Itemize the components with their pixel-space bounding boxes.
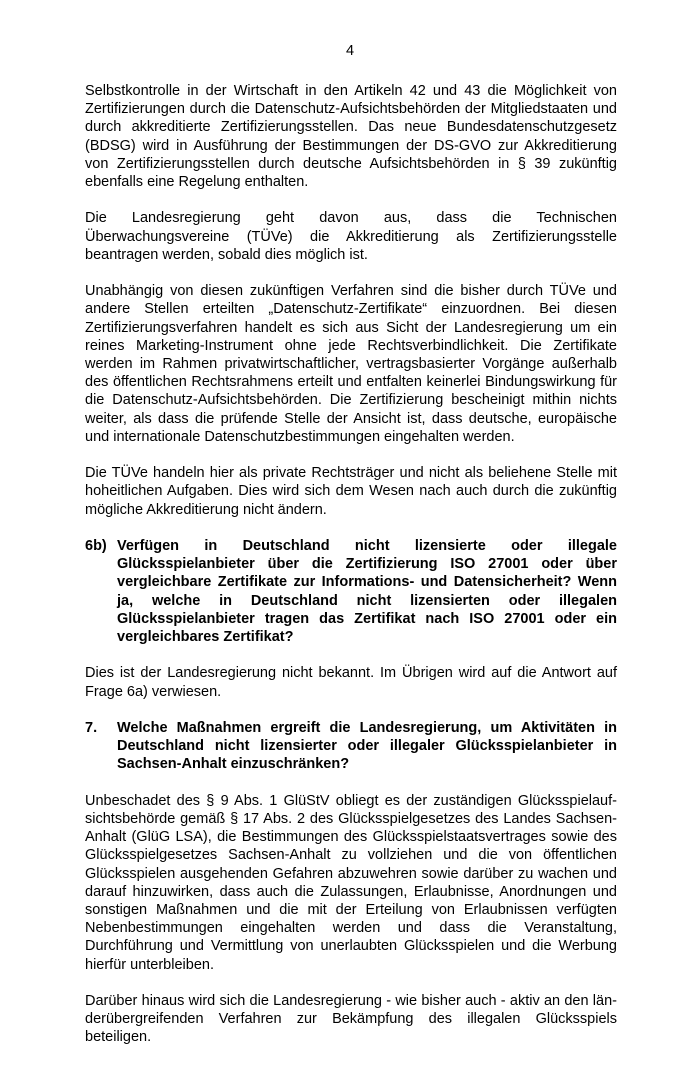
question-number: 6b) <box>85 538 107 555</box>
paragraph-existing-certificates: Unabhängig von diesen zukünftigen Verfahren sind die bisher durch TÜVe und andere Stellen erteilten „Datenschutz-Zertifikate“ einzuordnen. Bei diesen Zertifizierungsverfahren handelt es sich aus Sicht der Landesregierung um ein reines Marketing-Instrument ohne jede Rechtsverbindlichkeit. Die Zertifikate werden im Rahmen privatwirtschaftlicher, vertragsbasierter Vorgänge außerhalb des öffentlichen Rechtsrahmens erteilt und entfalten keinerlei Bindungswirkung für die Datenschutz-Aufsichtsbehörden. Die Zertifizierung bescheinigt mithin nichts weiter, als dass die prüfende Stelle der Ansicht ist, dass deutsche, europäische und internationale Datenschutzbestimmungen eingehalten werden. <box>85 283 617 445</box>
question-7 <box>85 719 617 774</box>
document-body <box>85 82 617 1065</box>
question-text: Verfügen in Deutschland nicht lizensierte oder illegale Glücksspielanbieter über die Zertifizierung ISO 27001 oder über vergleichbare Zertifikate zur Informations- und Datensicherheit? Wenn ja, welche in Deutschland nicht lizensierten oder illegalen Glücksspielanbieter tragen das Zertifikat nach ISO 27001 oder ein vergleichbares Zertifikat? <box>117 538 617 646</box>
answer-6b: Dies ist der Landesregierung nicht bekannt. Im Übrigen wird auf die Antwort auf Frage 6a) verwiesen. <box>85 665 617 700</box>
question-6b <box>85 537 617 646</box>
page-number: 4 <box>345 43 355 59</box>
paragraph-tuev-private-role: Die TÜVe handeln hier als private Rechtsträger und nicht als beliehene Stelle mit hoheitlichen Aufgaben. Dies wird sich dem Wesen nach auch durch die zukünftig mögliche Akkreditierung nicht ändern. <box>85 465 617 518</box>
question-text: Welche Maßnahmen ergreift die Landesregierung, um Aktivitäten in Deutschland nicht lizensierter oder illegaler Glücksspielanbieter in Sachsen-Anhalt einzuschränken? <box>117 720 617 773</box>
paragraph-certification-law: Selbstkontrolle in der Wirtschaft in den Artikeln 42 und 43 die Möglichkeit von Zertifizierungen durch die Datenschutz-Aufsichtsbehörden der Mitgliedstaaten und durch akkreditierte Zertifizierungsstellen. Das neue Bundesdatenschutzgesetz (BDSG) wird in Ausführung der Bestimmungen der DS-GVO zur Akkreditierung von Zertifizierungsstellen durch deutsche Aufsichtsbehörden in § 39 zukünftig ebenfalls eine Regelung enthalten. <box>85 83 617 191</box>
answer-7-supervision: Unbeschadet des § 9 Abs. 1 GlüStV obliegt es der zuständigen Glücksspielaufsichtsbehörde gemäß § 17 Abs. 2 des Glücksspielgesetzes des Landes Sachsen-Anhalt (GlüG LSA), die Bestimmungen des Glücksspielstaatsvertrages sowie des Glücksspielgesetzes Sachsen-Anhalt zu vollziehen und die von öffentlichen Glücksspielen ausgehenden Gefahren abzuwehren sowie darüber zu wachen und darauf hinzuwirken, dass auch die Zulassungen, Erlaubnisse, Anordnungen und sonstigen Maßnahmen und die mit der Erteilung von Erlaubnissen verfügten Nebenbestimmungen eingehalten werden und dass die Veranstaltung, Durchführung und Vermittlung von unerlaubten Glücksspielen und die Werbung hierfür unterbleiben. <box>85 792 617 973</box>
question-number: 7. <box>85 720 98 737</box>
answer-7-cooperation: Darüber hinaus wird sich die Landesregierung - wie bisher auch - aktiv an den länderübergreifenden Verfahren zur Bekämpfung des illegalen Glücksspiels beteiligen. <box>85 993 617 1046</box>
paragraph-tuev-accreditation: Die Landesregierung geht davon aus, dass die Technischen Überwachungsvereine (TÜVe) die Akkreditierung als Zertifizierungsstelle beantragen werden, sobald dies möglich ist. <box>85 210 617 263</box>
